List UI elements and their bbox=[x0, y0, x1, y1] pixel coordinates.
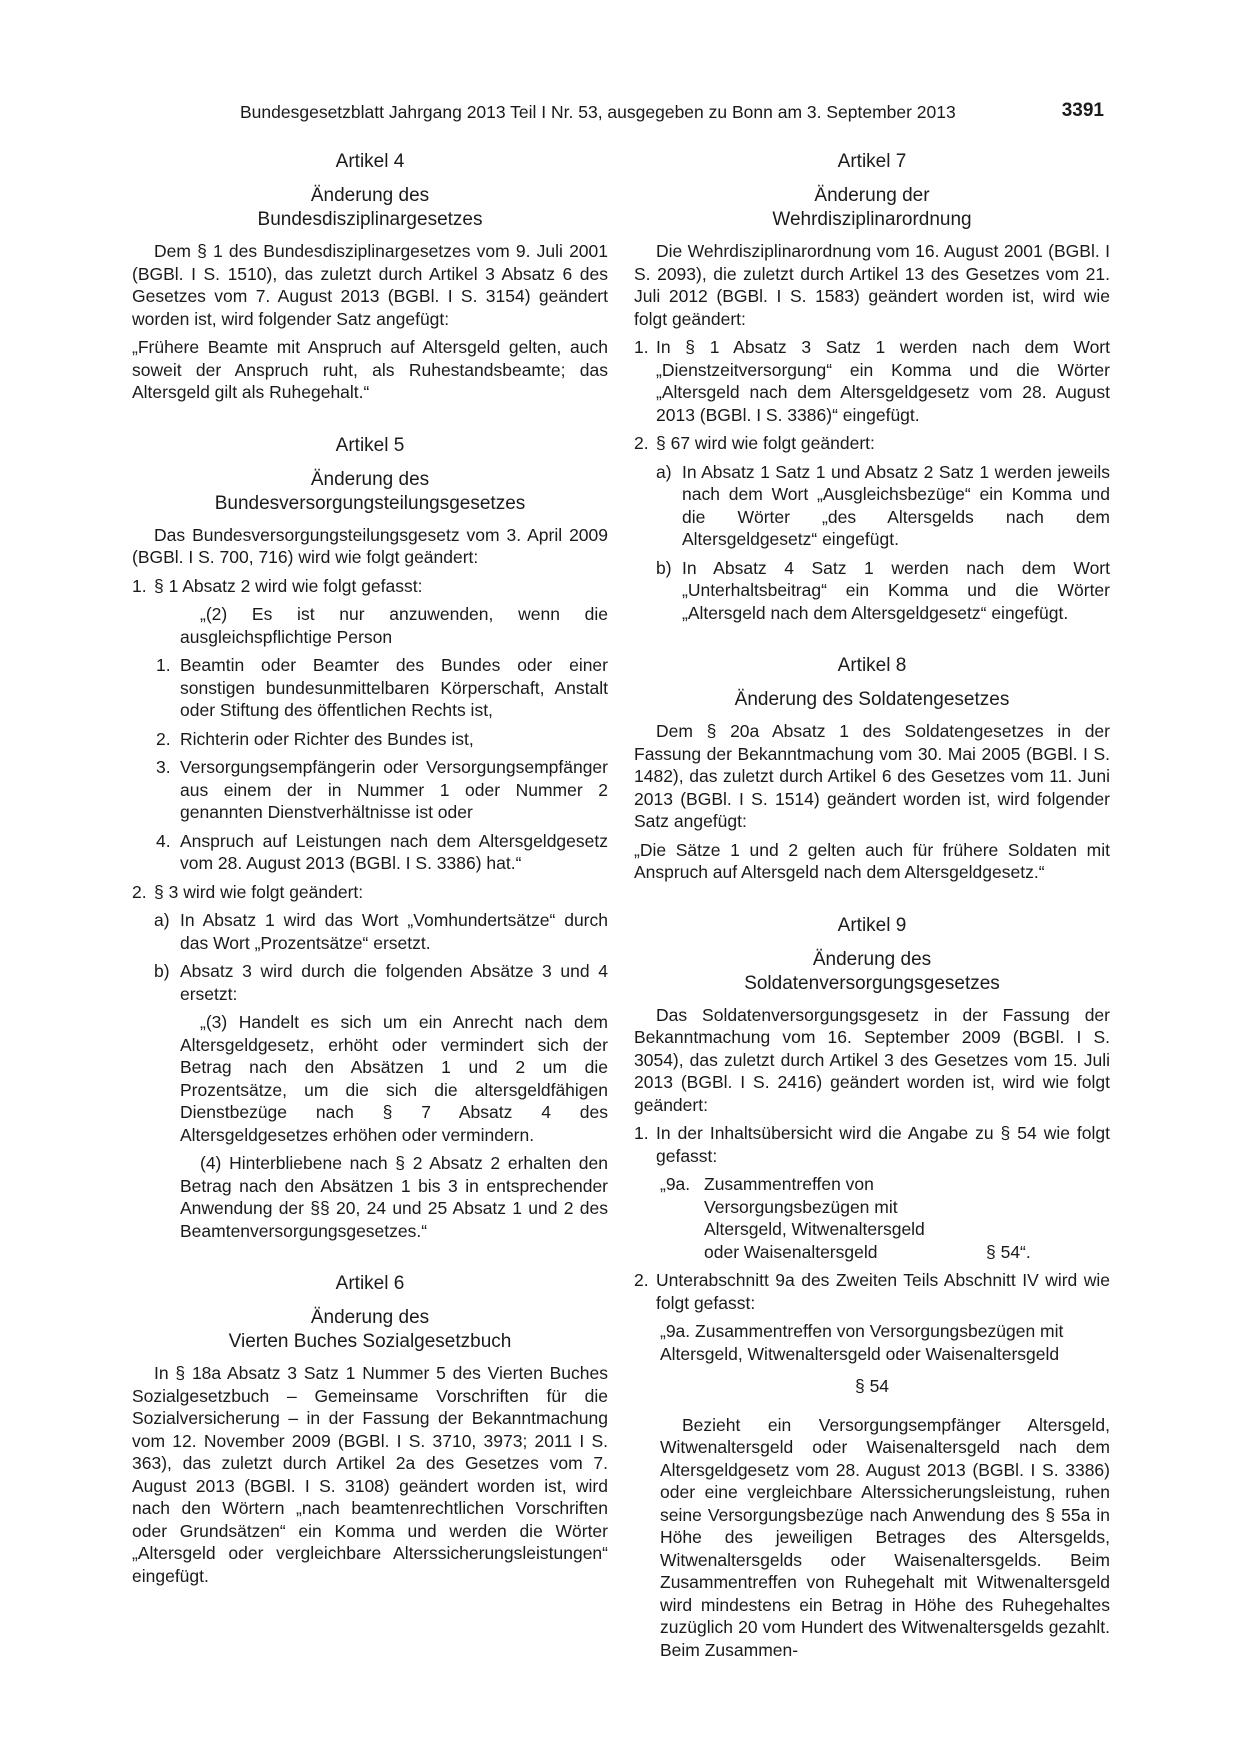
item-label: a) bbox=[154, 910, 170, 930]
item-label: 2. bbox=[156, 728, 171, 749]
article-5-numbered-4 bbox=[156, 830, 608, 875]
toc-text: Zusammentreffen von Versorgungsbezügen mit Altersgeld, Witwenaltersgeld oder Waisenaltersgeld bbox=[704, 1174, 925, 1262]
article-6-title-line2: Vierten Buches Sozialgesetzbuch bbox=[228, 1331, 512, 1352]
item-text: In Absatz 1 Satz 1 und Absatz 2 Satz 1 werden jeweils nach dem Wort „Ausgleichsbezüge“ ein Komma und die Wörter „des Altersgelds nach dem Altersgeldgesetz“ eingefügt. bbox=[682, 461, 1110, 549]
item-label: 1. bbox=[156, 655, 171, 675]
article-4-title bbox=[132, 184, 608, 232]
item-text: Beamtin oder Beamter des Bundes oder einer sonstigen bundesunmittelbaren Körperschaft, Anstalt oder Stiftung des öffentlichen Rechts ist, bbox=[180, 655, 608, 720]
article-7-title-line2: Wehrdisziplinarordnung bbox=[772, 209, 972, 230]
item-text: § 3 wird wie folgt geändert: bbox=[154, 881, 364, 902]
article-9-intro: Das Soldatenversorgungsgesetz in der Fassung der Bekanntmachung vom 16. September 2009 (BGBl. I S. 3054), das zuletzt durch Artikel 3 des Gesetzes vom 15. Juli 2013 (BGBl. I S. 2416) geändert worden ist, wird wie folgt geändert: bbox=[634, 1004, 1110, 1115]
article-8-quote: „Die Sätze 1 und 2 gelten auch für frühere Soldaten mit Anspruch auf Altersgeld nach dem Altersgeldgesetz.“ bbox=[634, 839, 1110, 882]
right-column bbox=[634, 150, 1110, 1661]
article-5-quote-abs3: „(3) Handelt es sich um ein Anrecht nach dem Altersgeldgesetz, erhöht oder vermindert sich der Betrag nach den Absätzen 1 und 2 um die Prozentsätze, um die sich die altersgeldfähigen Dienstbezüge nach § 7 Absatz 4 des Altersgeldgesetzes erhöhen oder vermindern. bbox=[180, 1012, 608, 1145]
article-5-title bbox=[132, 468, 608, 516]
item-label: 2. bbox=[634, 433, 649, 453]
article-6-title bbox=[132, 1306, 608, 1354]
article-4-intro: Dem § 1 des Bundesdisziplinargesetzes vom 9. Juli 2001 (BGBl. I S. 1510), das zuletzt durch Artikel 3 Absatz 6 des Gesetzes vom 7. August 2013 (BGBl. I S. 3154) geändert worden ist, wird folgender Satz angefügt: bbox=[132, 241, 608, 329]
article-6-body: In § 18a Absatz 3 Satz 1 Nummer 5 des Vierten Buches Sozialgesetzbuch – Gemeinsame Vorschriften für die Sozialversicherung – in der Fassung der Bekanntmachung vom 12. November 2009 (BGBl. I S. 3710, 3973; 2011 I S. 363), das zuletzt durch Artikel 2a des Gesetzes vom 7. August 2013 (BGBl. I S. 3108) geändert worden ist, wird nach den Wörtern „nach beamtenrechtlichen Vorschriften oder Grundsätzen“ ein Komma und werden die Wörter „Altersgeld oder vergleichbare Alterssicherungsleistungen“ eingefügt. bbox=[132, 1363, 608, 1586]
item-text: § 1 Absatz 2 wird wie folgt gefasst: bbox=[154, 575, 423, 596]
toc-paragraph: § 54“. bbox=[986, 1242, 1031, 1262]
page-header bbox=[240, 102, 1104, 126]
article-4-title-line2: Bundesdisziplinargesetzes bbox=[257, 209, 483, 230]
item-text: Richterin oder Richter des Bundes ist, bbox=[180, 728, 474, 749]
article-5-title-line2: Bundesversorgungsteilungsgesetzes bbox=[214, 492, 526, 514]
item-label: a) bbox=[656, 461, 672, 482]
item-text: Absatz 3 wird durch die folgenden Absätze 3 und 4 ersetzt: bbox=[180, 961, 608, 1004]
item-text: In der Inhaltsübersicht wird die Angabe zu § 54 wie folgt gefasst: bbox=[656, 1123, 1110, 1166]
item-text: Versorgungsempfängerin oder Versorgungsempfänger aus einem der in Nummer 1 oder Nummer 2 genannten Dienstverhältnisse ist oder bbox=[180, 757, 608, 822]
article-7-item-1 bbox=[634, 336, 1110, 426]
article-4-quote: „Frühere Beamte mit Anspruch auf Altersgeld gelten, auch soweit der Anspruch ruht, als Ruhestandsbeamte; das Altersgeld gilt als Ruhegehalt.“ bbox=[132, 337, 608, 402]
item-label: 1. bbox=[634, 337, 649, 357]
article-5-numbered-1 bbox=[156, 654, 608, 722]
article-5-number: Artikel 5 bbox=[335, 434, 405, 456]
item-label: 3. bbox=[156, 757, 171, 777]
article-7-item-2 bbox=[634, 432, 1110, 455]
article-7-number: Artikel 7 bbox=[837, 151, 907, 172]
item-label: b) bbox=[154, 961, 170, 981]
article-7-intro: Die Wehrdisziplinarordnung vom 16. August 2001 (BGBl. I S. 2093), die zuletzt durch Artikel 13 des Gesetzes vom 21. Juli 2012 (BGBl. I S. 1583) geändert worden ist, wird wie folgt geändert: bbox=[634, 241, 1110, 329]
article-9-paragraph-symbol: § 54 bbox=[854, 1376, 890, 1396]
article-8-title bbox=[634, 688, 1110, 712]
article-9-number: Artikel 9 bbox=[837, 914, 907, 936]
item-label: b) bbox=[656, 557, 672, 578]
item-text: Anspruch auf Leistungen nach dem Altersgeldgesetz vom 28. August 2013 (BGBl. I S. 3386) hat.“ bbox=[180, 830, 608, 873]
article-8-number: Artikel 8 bbox=[837, 655, 907, 676]
item-label: 1. bbox=[634, 1123, 649, 1143]
article-5-item-1 bbox=[132, 575, 608, 598]
article-5-quote-intro: „(2) Es ist nur anzuwenden, wenn die ausgleichspflichtige Person bbox=[180, 604, 608, 647]
article-7-title bbox=[634, 184, 1110, 232]
article-9-title-line1: Änderung des bbox=[812, 948, 932, 970]
article-4-title-line1: Änderung des bbox=[310, 185, 430, 206]
article-9-toc-entry bbox=[660, 1173, 1110, 1263]
article-5-sub-b bbox=[154, 960, 608, 1005]
article-4-number: Artikel 4 bbox=[335, 151, 405, 172]
article-5-item-2 bbox=[132, 881, 608, 904]
article-5-title-line1: Änderung des bbox=[310, 468, 430, 490]
header-text: Bundesgesetzblatt Jahrgang 2013 Teil I Nr. 53, ausgegeben zu Bonn am 3. September 2013 bbox=[240, 102, 956, 122]
article-5-sub-a bbox=[154, 909, 608, 954]
toc-label: „9a. bbox=[660, 1174, 691, 1194]
article-5-numbered-2 bbox=[156, 728, 608, 751]
item-text: In § 1 Absatz 3 Satz 1 werden nach dem Wort „Dienstzeitversorgung“ ein Komma und die Wörter „Altersgeld nach dem Altersgeldgesetz vom 28. August 2013 (BGBl. I S. 3386)“ eingefügt. bbox=[656, 337, 1110, 425]
article-9-subsection-heading: „9a. Zusammentreffen von Versorgungsbezügen mit Altersgeld, Witwenaltersgeld oder Waisenaltersgeld bbox=[660, 1321, 1064, 1364]
article-7-sub-a bbox=[656, 461, 1110, 551]
article-5-intro: Das Bundesversorgungsteilungsgesetz vom 3. April 2009 (BGBl. I S. 700, 716) wird wie folgt geändert: bbox=[132, 524, 608, 567]
article-5-numbered-3 bbox=[156, 756, 608, 824]
item-label: 4. bbox=[156, 830, 171, 851]
article-8-intro: Dem § 20a Absatz 1 des Soldatengesetzes in der Fassung der Bekanntmachung vom 30. Mai 2005 (BGBl. I S. 1482), das zuletzt durch Artikel 6 des Gesetzes vom 11. Juni 2013 (BGBl. I S. 1514) geändert worden ist, wird folgender Satz angefügt: bbox=[634, 721, 1110, 831]
article-5-quote-abs4: (4) Hinterbliebene nach § 2 Absatz 2 erhalten den Betrag nach den Absätzen 1 bis 3 in entsprechender Anwendung der §§ 20, 24 und 25 Absatz 1 und 2 des Beamtenversorgungsgesetzes.“ bbox=[180, 1153, 608, 1241]
item-text: § 67 wird wie folgt geändert: bbox=[656, 433, 875, 453]
item-text: In Absatz 4 Satz 1 werden nach dem Wort „Unterhaltsbeitrag“ ein Komma und die Wörter „Altersgeld nach dem Altersgeldgesetz“ eingefügt. bbox=[682, 557, 1110, 623]
item-label: 1. bbox=[132, 575, 147, 596]
item-label: 2. bbox=[634, 1270, 649, 1290]
left-column bbox=[132, 150, 608, 1593]
article-7-sub-b bbox=[656, 557, 1110, 625]
article-9-body: Bezieht ein Versorgungsempfänger Altersgeld, Witwenaltersgeld oder Waisenaltersgeld nach dem Altersgeldgesetz vom 28. August 2013 (BGBl. I S. 3386) oder eine vergleichbare Alterssicherungsleistung, ruhen seine Versorgungsbezüge nach Anwendung des § 55a in Höhe des jeweiligen Betrages des Altersgelds, Witwenaltersgelds oder Waisenaltersgelds. Beim Zusammentreffen von Ruhegehalt mit Witwenaltersgeld wird mindestens ein Betrag in Höhe des Ruhegehaltes zuzüglich 20 vom Hundert des Witwenaltersgelds gezahlt. Beim Zusammen- bbox=[660, 1414, 1110, 1660]
item-text: Unterabschnitt 9a des Zweiten Teils Abschnitt IV wird wie folgt gefasst: bbox=[656, 1270, 1110, 1313]
item-label: 2. bbox=[132, 881, 147, 902]
article-9-title bbox=[634, 948, 1110, 996]
item-text: In Absatz 1 wird das Wort „Vomhundertsätze“ durch das Wort „Prozentsätze“ ersetzt. bbox=[180, 910, 608, 953]
article-9-item-2 bbox=[634, 1269, 1110, 1314]
article-6-title-line1: Änderung des bbox=[310, 1307, 430, 1328]
page-number: 3391 bbox=[1061, 100, 1104, 121]
article-6-number: Artikel 6 bbox=[335, 1273, 405, 1294]
article-7-title-line1: Änderung der bbox=[814, 185, 930, 206]
article-9-title-line2: Soldatenversorgungsgesetzes bbox=[744, 972, 1000, 994]
article-8-title-line1: Änderung des Soldatengesetzes bbox=[734, 689, 1010, 710]
article-9-item-1 bbox=[634, 1122, 1110, 1167]
